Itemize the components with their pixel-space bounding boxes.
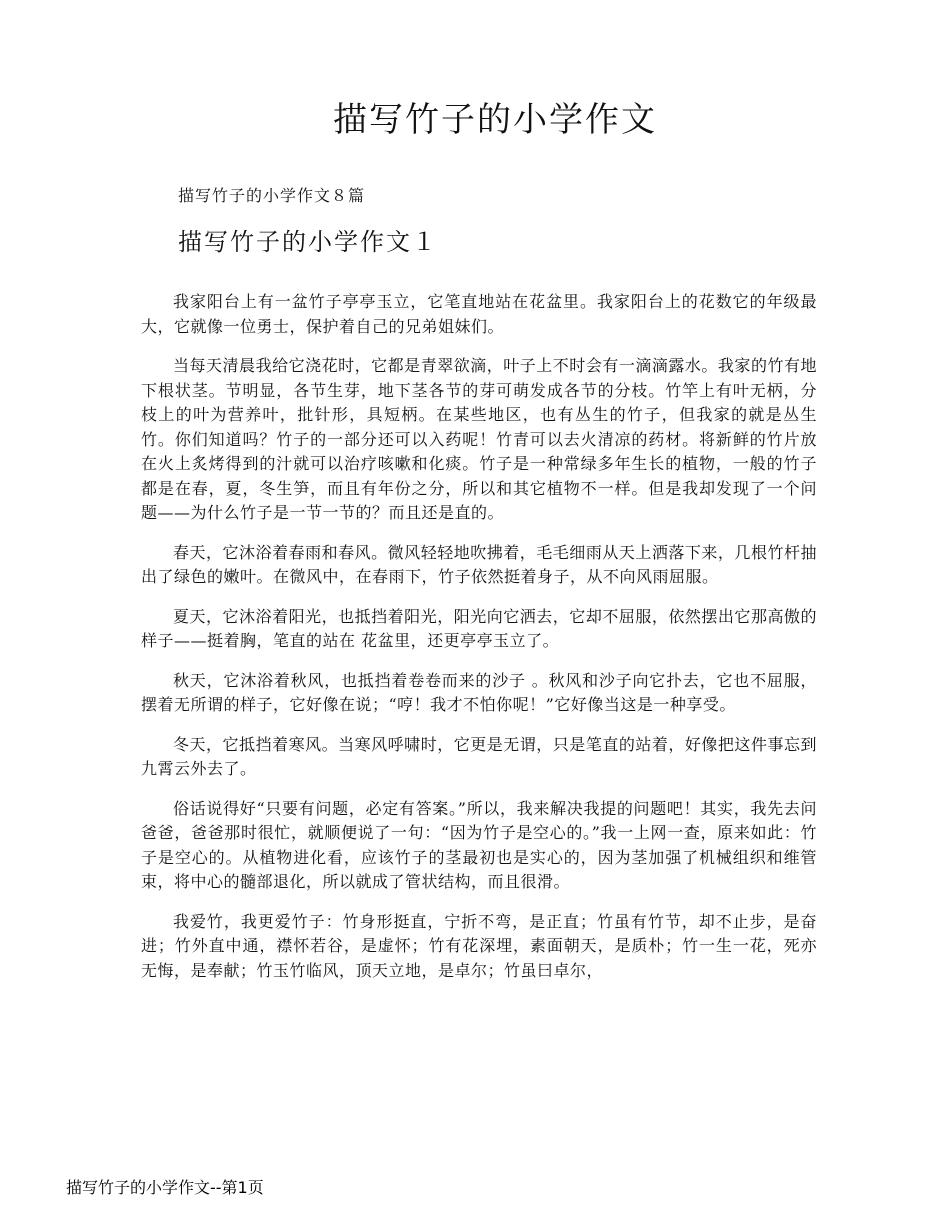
page-footer: 描写竹子的小学作文--第1页 [66, 1178, 264, 1197]
paragraph-3: 春天，它沐浴着春雨和春风。微风轻轻地吹拂着，毛毛细雨从天上洒落下来，几根竹杆抽出了绿色的嫩叶。在微风中，在春雨下，竹子依然挺着身子，从不向风雨屈服。 [141, 542, 817, 586]
paragraph-5: 秋天，它沐浴着秋风，也抵挡着卷卷而来的沙子 。秋风和沙子向它扑去，它也不屈服，摆着无所谓的样子，它好像在说；“哼！我才不怕你呢！”它好像当这是一种享受。 [141, 670, 817, 714]
paragraph-7: 俗话说得好“只要有问题，必定有答案。”所以，我来解决我提的问题吧！其实，我先去问爸爸，爸爸那时很忙，就顺便说了一句：“因为竹子是空心的。”我一上网一查，原来如此：竹子是空心的。从植物进化看，应该竹子的茎最初也是实心的，因为茎加强了机械组织和维管束，将中心的髓部退化，所以就成了管状结构，而且很滑。 [141, 798, 817, 891]
paragraph-6: 冬天，它抵挡着寒风。当寒风呼啸时，它更是无谓，只是笔直的站着，好像把这件事忘到九霄云外去了。 [141, 734, 817, 778]
paragraph-4: 夏天，它沐浴着阳光，也抵挡着阳光，阳光向它洒去，它却不屈服，依然摆出它那高傲的样子——挺着胸，笔直的站在 花盆里，还更亭亭玉立了。 [141, 606, 817, 650]
section-heading: 描写竹子的小学作文１ [178, 228, 438, 256]
paragraph-2: 当每天清晨我给它浇花时，它都是青翠欲滴，叶子上不时会有一滴滴露水。我家的竹有地下根状茎。节明显，各节生芽，地下茎各节的芽可萌发成各节的分枝。竹竿上有叶无柄，分枝上的叶为营养叶，批针形，具短柄。在某些地区，也有丛生的竹子，但我家的就是丛生竹。你们知道吗？竹子的一部分还可以入药呢！竹青可以去火清凉的药材。将新鲜的竹片放在火上炙烤得到的汁就可以治疗咳嗽和化痰。竹子是一种常绿多年生长的植物，一般的竹子都是在春，夏，冬生笋，而且有年份之分，所以和其它植物不一样。但是我却发现了一个问题——为什么竹子是一节一节的？而且还是直的。 [141, 356, 817, 522]
paragraph-8: 我爱竹，我更爱竹子：竹身形挺直，宁折不弯，是正直；竹虽有竹节，却不止步，是奋进；竹外直中通，襟怀若谷，是虚怀；竹有花深埋，素面朝天，是质朴；竹一生一花，死亦无悔，是奉献；竹玉竹临风，顶天立地，是卓尔；竹虽曰卓尔， [141, 911, 817, 980]
essay-body [141, 290, 817, 998]
document-subtitle: 描写竹子的小学作文８篇 [178, 186, 366, 205]
paragraph-1: 我家阳台上有一盆竹子亭亭玉立，它笔直地站在花盆里。我家阳台上的花数它的年级最大，它就像一位勇士，保护着自己的兄弟姐妹们。 [141, 292, 817, 336]
document-title: 描写竹子的小学作文 [333, 100, 657, 140]
